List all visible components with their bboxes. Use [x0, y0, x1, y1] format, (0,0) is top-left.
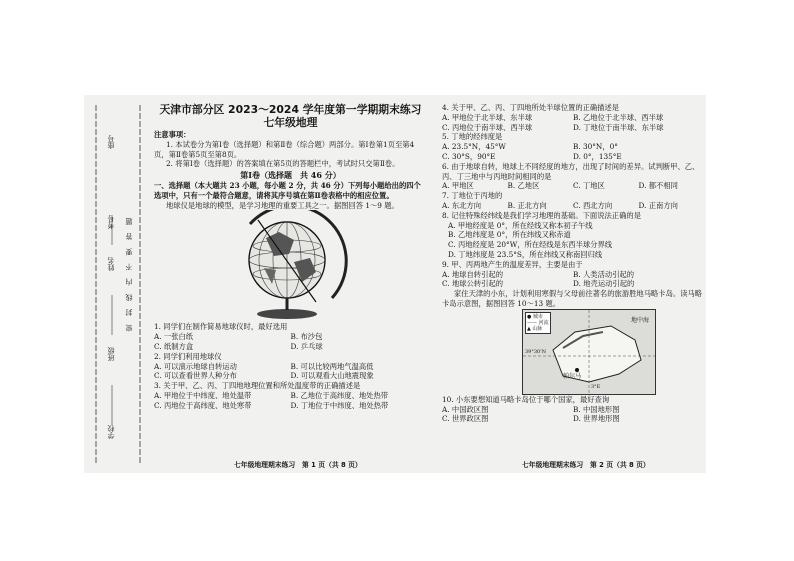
- question-2-options-row-2: [154, 371, 427, 381]
- seat-label: 座号: [107, 135, 115, 149]
- q6-option-a[interactable]: A. 甲地区: [442, 181, 474, 191]
- globe-figure: [154, 210, 427, 322]
- map-passage: 家住天津的小东，计划利用寒假与父母前往著名的旅游胜地马略卡岛。读马略卡岛示意图，据图回答 10～13 题。: [442, 289, 703, 308]
- name-label: 姓名: [107, 257, 115, 271]
- question-5-options-row-2: [442, 152, 704, 162]
- q3-option-d[interactable]: D. 丁地位于中纬度、地处热带: [290, 400, 389, 410]
- q5-option-c[interactable]: C. 30°S，90°E: [442, 151, 496, 161]
- question-4-options-row-2: [442, 123, 704, 133]
- q7-option-a[interactable]: A. 东北方向: [442, 200, 482, 210]
- school-label: 学校: [107, 425, 115, 439]
- q4-option-d[interactable]: D. 丁地位于南半球、东半球: [573, 122, 664, 132]
- question-9-options-row-2: [442, 279, 704, 289]
- question-1-stem: 1. 同学们在制作简易地球仪时，最好选用: [154, 322, 288, 332]
- question-9-options-row-1: [442, 270, 704, 280]
- q7-option-c[interactable]: C. 西北方向: [573, 200, 613, 210]
- section-heading: 第Ⅰ卷（选择题 共 46 分）: [240, 170, 341, 181]
- q9-option-a[interactable]: A. 地球自转引起的: [442, 269, 503, 279]
- q10-option-c[interactable]: C. 世界政区图: [442, 414, 489, 424]
- question-9-stem: 9. 甲、丙两地产生的温度差异，主要是由于: [442, 259, 583, 269]
- question-5-options-row-1: [442, 142, 704, 152]
- exam-title: 天津市部分区 2023～2024 学年度第一学期期末练习: [159, 103, 422, 116]
- notice-heading: 注意事项：: [154, 130, 191, 139]
- q5-option-d[interactable]: D. 0°，135°E: [573, 151, 622, 161]
- sea-label: 地中海: [630, 316, 649, 324]
- exam-subtitle: 七年级地理: [263, 116, 318, 129]
- page-1: [154, 103, 427, 411]
- question-4-stem: 4. 关于甲、乙、丙、丁四地所处半球位置的正确描述是: [442, 103, 620, 112]
- q8-option-d[interactable]: D. 丁地纬度是 23.5°S，所在纬线又称南回归线: [448, 249, 603, 259]
- seal-warning: 密 封 线 内 不 要 答 题: [125, 215, 133, 332]
- q2-option-a[interactable]: A. 可以演示地球自转运动: [154, 361, 237, 371]
- q9-option-c[interactable]: C. 地球公转引起的: [442, 279, 504, 289]
- question-10-options-row-1: [442, 405, 704, 415]
- page-2-footer: 七年级地理期末练习 第 2 页（共 8 页）: [522, 461, 650, 469]
- legend-mountain: ▲ 山脉: [527, 325, 543, 332]
- q6-option-d[interactable]: D. 都不相同: [638, 181, 678, 191]
- notice-item-2: 2. 将第Ⅰ卷（选择题）的答案填在第5页的答题栏中，考试时只交第Ⅱ卷。: [166, 159, 400, 169]
- q3-option-c[interactable]: C. 丙地位于高纬度、地处寒带: [154, 400, 252, 410]
- q10-option-d[interactable]: D. 世界地形图: [573, 414, 620, 424]
- q4-option-c[interactable]: C. 丙地位于南半球、西半球: [442, 122, 533, 132]
- mallorca-map: [522, 309, 656, 395]
- page-2: [442, 103, 704, 424]
- exam-sheet: [84, 95, 706, 473]
- q7-option-b[interactable]: B. 正北方向: [507, 200, 547, 210]
- latitude-label: 39°30'N: [525, 348, 546, 355]
- map-legend: [525, 312, 551, 334]
- question-1-options-row-1: [154, 332, 427, 342]
- question-3-stem: 3. 关于甲、乙、丙、丁四地地理位置和所处温度带的正确描述是: [154, 381, 361, 391]
- q8-option-b[interactable]: B. 乙地纬度是 0°，所在纬线又称赤道: [448, 230, 571, 240]
- exam-no-label: 考号: [107, 215, 115, 229]
- question-7-stem: 7. 丁地位于丙地的: [442, 191, 503, 201]
- class-label: 班级: [107, 347, 115, 361]
- q8-option-a[interactable]: A. 甲地经度是 0°，所在经线又称本初子午线: [448, 220, 593, 230]
- q1-option-d[interactable]: D. 乒乓球: [290, 341, 323, 351]
- q2-option-d[interactable]: D. 可以观看大山地震现象: [290, 371, 374, 381]
- notice-item-1: 1. 本试卷分为第Ⅰ卷（选择题）和第Ⅱ卷（综合题）两部分。第Ⅰ卷第1页至第4页，第Ⅱ卷第5页至第8页。: [154, 139, 415, 159]
- q5-option-b[interactable]: B. 30°N，0°: [573, 142, 618, 152]
- legend-city: ● 城市: [527, 313, 543, 320]
- globe-intro: 地球仪是地球的模型，是学习地理的重要工具之一。据图回答 1～9 题。: [166, 200, 399, 210]
- question-1-options-row-2: [154, 342, 427, 352]
- q9-option-d[interactable]: D. 地壳运动引起的: [573, 279, 635, 289]
- legend-river: —— 河流: [527, 319, 549, 326]
- question-2-stem: 2. 同学们利用地球仪: [154, 351, 222, 361]
- question-10-options-row-2: [442, 414, 704, 424]
- page-1-footer: 七年级地理期末练习 第 1 页（共 8 页）: [234, 461, 362, 469]
- binding-margin: [84, 95, 150, 473]
- q2-option-c[interactable]: C. 可以查看世界人种分布: [154, 371, 237, 381]
- longitude-label: 3°E: [591, 383, 601, 390]
- q1-option-b[interactable]: B. 布沙包: [290, 332, 323, 342]
- question-4-options-row-1: [442, 113, 704, 123]
- binding-lines: [84, 95, 150, 473]
- q10-option-a[interactable]: A. 中国政区图: [442, 404, 489, 414]
- q6-option-c[interactable]: C. 丁地区: [573, 181, 605, 191]
- q4-option-a[interactable]: A. 甲地位于北半球、东半球: [442, 112, 533, 122]
- q3-option-b[interactable]: B. 乙地位于高纬度、地处热带: [290, 390, 389, 400]
- q6-option-b[interactable]: B. 乙地区: [507, 181, 540, 191]
- question-10-stem: 10. 小东要想知道马略卡岛位于哪个国家，最好查询: [442, 394, 610, 404]
- q1-option-a[interactable]: A. 一张白纸: [154, 332, 194, 342]
- question-6-stem: 6. 由于地球自转，地球上不同经度的地方，出现了时间的差异。试判断甲、乙、丙、丁三地中与丙地时间相同的是: [442, 161, 700, 181]
- question-6-options: [442, 181, 704, 191]
- question-3-options-row-2: [154, 401, 427, 411]
- question-3-options-row-1: [154, 391, 427, 401]
- q7-option-d[interactable]: D. 正南方向: [638, 200, 678, 210]
- question-8-stem: 8. 记住特殊经纬线是我们学习地理的基础。下面说法正确的是: [442, 210, 641, 220]
- question-2-options-row-1: [154, 362, 427, 372]
- q3-option-a[interactable]: A. 甲地位于中纬度、地处温带: [154, 390, 252, 400]
- q5-option-a[interactable]: A. 23.5°N，45°W: [442, 142, 506, 152]
- q2-option-b[interactable]: B. 可以比较两地气温高低: [290, 361, 374, 371]
- question-5-stem: 5. 丁地的经纬度是: [442, 132, 503, 142]
- q9-option-b[interactable]: B. 人类活动引起的: [573, 269, 635, 279]
- q8-option-c[interactable]: C. 丙地经度是 20°W，所在经线是东西半球分界线: [448, 240, 613, 250]
- q1-option-c[interactable]: C. 纸制方盒: [154, 341, 194, 351]
- globe-illustration: [154, 210, 427, 322]
- q4-option-b[interactable]: B. 乙地位于北半球、西半球: [573, 112, 664, 122]
- city-label: 帕尔马: [563, 372, 582, 380]
- q10-option-b[interactable]: B. 中国地形图: [573, 404, 620, 414]
- question-7-options: [442, 201, 704, 211]
- section-instruction: 一、选择题（本大题共 23 小题，每小题 2 分，共 46 分）下列每小题给出的四个选项中，只有一个最符合题意，请将其序号填在第Ⅱ卷表格中的相应位置。: [154, 180, 421, 200]
